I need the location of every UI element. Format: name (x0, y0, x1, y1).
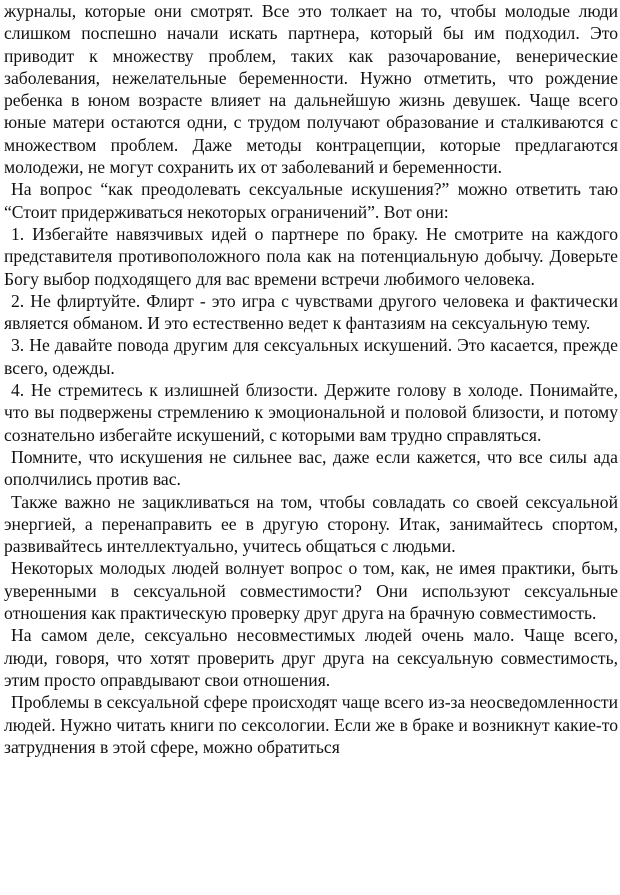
paragraph-continuation: журналы, которые они смотрят. Все это толкает на то, чтобы молодые люди слишком поспешно начали искать партнера, который бы им подходил. Это приводит к множеству проблем, таких как разочарование, венерические заболевания, нежелательные беременности. Нужно отметить, что рождение ребенка в юном возрасте влияет на дальнейшую жизнь девушек. Чаще всего юные матери остаются одни, с трудом получают образование и сталкиваются с множеством проблем. Даже методы контрацепции, которые предлагаются молодежи, не могут сохранить их от заболеваний и беременности. (4, 1, 618, 178)
paragraph-compatibility-answer: На самом деле, сексуально несовместимых людей очень мало. Чаще всего, люди, говоря, что хотят проверить друг друга на сексуальную совместимость, этим просто оправдывают свои отношения. (4, 625, 618, 690)
paragraph-temptations: Помните, что искушения не сильнее вас, даже если кажется, что все силы ада ополчились против вас. (4, 446, 618, 490)
paragraph-energy: Также важно не зацикливаться на том, чтобы совладать со своей сексуальной энергией, а перенаправить ее в другую сторону. Итак, занимайтесь спортом, развивайтесь интеллектуально, учитесь общаться с людьми. (4, 491, 618, 557)
paragraph-problems: Проблемы в сексуальной сфере происходят чаще всего из-за неосведомленности людей. Нужно читать книги по сексологии. Если же в браке и возникнут какие-то затруднения в этой сфере, можно обратиться (4, 692, 618, 757)
list-item-4: 4. Не стремитесь к излишней близости. Держите голову в холоде. Понимайте, что вы подвержены стремлению к эмоциональной и половой близости, и потому сознательно избегайте искушений, с которыми вам трудно справляться. (4, 380, 618, 445)
list-item-1: 1. Избегайте навязчивых идей о партнере по браку. Не смотрите на каждого представителя противоположного пола как на потенциальную добычу. Доверьте Богу выбор подходящего для вас времени встречи любимого человека. (4, 223, 618, 289)
list-item-2: 2. Не флиртуйте. Флирт - это игра с чувствами другого человека и фактически является обманом. И это естественно ведет к фантазиям на сексуальную тему. (4, 290, 618, 334)
list-item-3: 3. Не давайте повода другим для сексуальных искушений. Это касается, прежде всего, одежды. (4, 335, 618, 378)
document-page (4, 0, 618, 895)
paragraph-question: На вопрос “как преодолевать сексуальные искушения?” можно ответить таю “Стоит придерживаться некоторых ограничений”. Вот они: (4, 179, 618, 222)
paragraph-compatibility-question: Некоторых молодых людей волнует вопрос о том, как, не имея практики, быть уверенными в сексуальной совместимости? Они используют сексуальные отношения как практическую проверку друг друга на брачную совместимость. (4, 558, 618, 624)
